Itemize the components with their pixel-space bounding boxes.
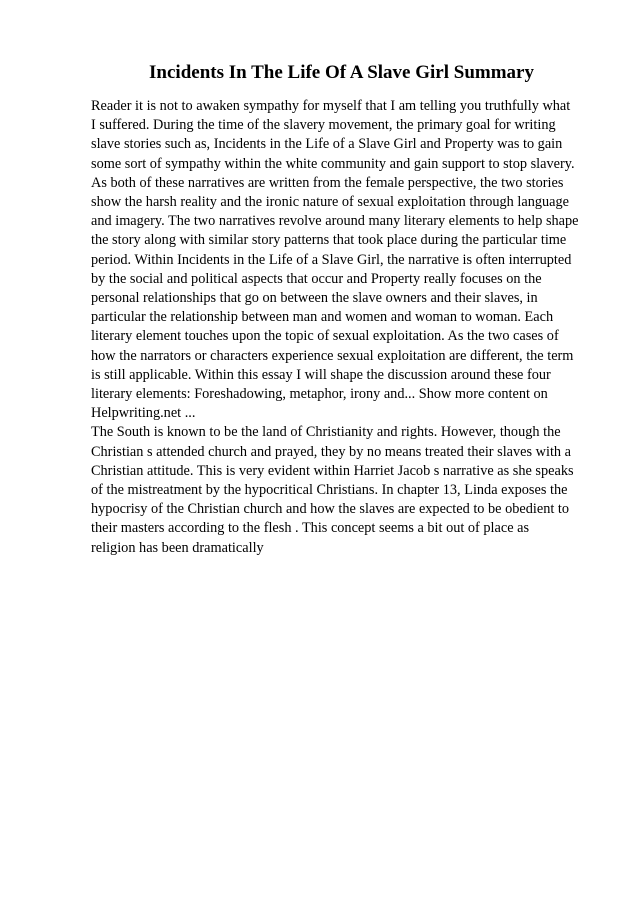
text-line: personal relationships that go on between the slave owners and their slaves, in [91,290,538,307]
text-line: Christian s attended church and prayed, they by no means treated their slaves with a [91,443,571,460]
text-line: Reader it is not to awaken sympathy for myself that I am telling you truthfully what [91,98,571,114]
text-line: show the harsh reality and the ironic nature of sexual exploitation through language [91,194,570,211]
text-line: and imagery. The two narratives revolve around many literary elements to help shape [91,213,579,230]
text-line: of the mistreatment by the hypocritical Christians. In chapter 13, Linda exposes the [91,482,568,499]
text-line: some sort of sympathy within the white community and gain support to stop slavery. [91,155,575,172]
document-title: Incidents In The Life Of A Slave Girl Summary [149,62,534,83]
text-line: The South is known to be the land of Christianity and rights. However, though the [91,424,561,441]
text-line: by the social and political aspects that occur and Property really focuses on the [91,270,542,287]
text-line: slave stories such as, Incidents in the Life of a Slave Girl and Property was to gain [91,136,563,153]
text-line: how the narrators or characters experience sexual exploitation are different, the term [91,347,574,364]
text-line: hypocrisy of the Christian church and how the slaves are expected to be obedient to [91,501,570,518]
text-line: the story along with similar story patterns that took place during the particular time [91,232,567,249]
text-line: period. Within Incidents in the Life of a Slave Girl, the narrative is often interrupted [91,251,572,268]
document-body [91,97,591,558]
text-line: religion has been dramatically [91,539,264,556]
text-line: I suffered. During the time of the slavery movement, the primary goal for writing [91,117,556,134]
text-line: their masters according to the flesh . This concept seems a bit out of place as [91,520,530,537]
text-line: Helpwriting.net ... [91,405,196,422]
text-line: is still applicable. Within this essay I will shape the discussion around these four [91,366,551,383]
text-line: literary element touches upon the topic of sexual exploitation. As the two cases of [91,328,559,345]
text-line: literary elements: Foreshadowing, metaphor, irony and... Show more content on [91,386,548,403]
text-line: particular the relationship between man and women and woman to woman. Each [91,309,554,326]
text-line: Christian attitude. This is very evident within Harriet Jacob s narrative as she speaks [91,462,574,479]
text-line: As both of these narratives are written from the female perspective, the two stories [91,174,564,191]
